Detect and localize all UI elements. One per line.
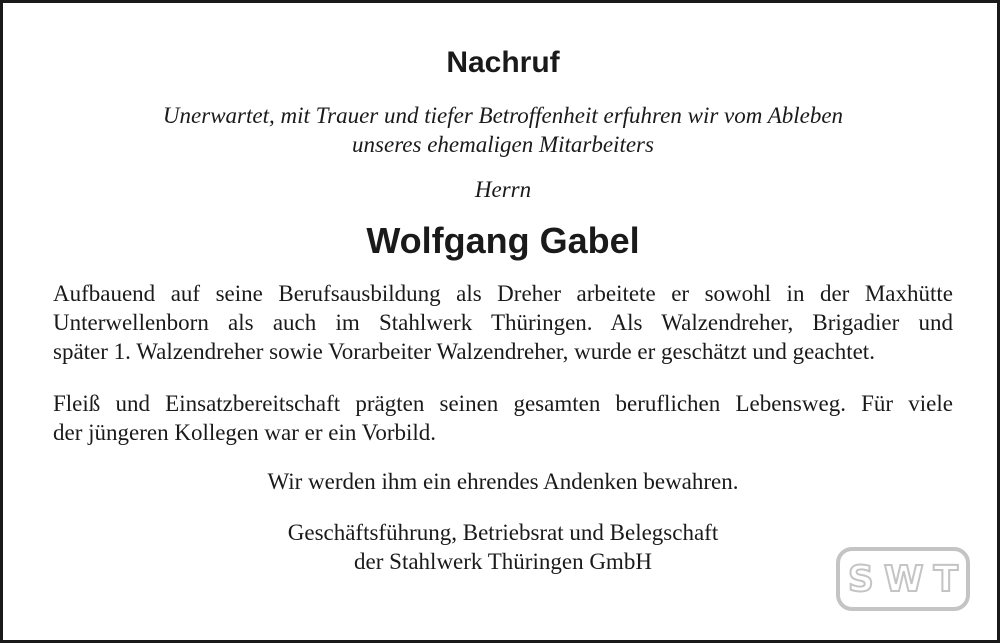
obituary-title: Nachruf xyxy=(446,46,560,79)
deceased-name: Wolfgang Gabel xyxy=(366,220,640,261)
tribute-paragraph xyxy=(53,389,953,447)
intro-text xyxy=(3,101,1000,159)
career-line-2: Unterwellenborn als auch im Stahlwerk Thüringen. Als Walzendreher, Brigadier und xyxy=(53,310,953,335)
signature-line-1: Geschäftsführung, Betriebsrat und Belegschaft xyxy=(287,520,719,545)
career-line-1: Aufbauend auf seine Berufsausbildung als Dreher arbeitete er sowohl in der Maxhütte xyxy=(53,281,953,306)
career-line-3: später 1. Walzendreher sowie Vorarbeiter Walzendreher, wurde er geschätzt und geachtet. xyxy=(53,339,875,364)
swt-logo: SWT xyxy=(836,547,970,611)
intro-line-1: Unerwartet, mit Trauer und tiefer Betroffenheit erfuhren wir vom Ableben xyxy=(162,103,844,128)
salutation: Herrn xyxy=(474,177,532,202)
tribute-line-1: Fleiß und Einsatzbereitschaft prägten seinen gesamten beruflichen Lebensweg. Für viele xyxy=(53,391,953,416)
intro-line-2: unseres ehemaligen Mitarbeiters xyxy=(352,132,654,157)
closing-line: Wir werden ihm ein ehrendes Andenken bewahren. xyxy=(267,469,739,494)
signature-line-2: der Stahlwerk Thüringen GmbH xyxy=(354,549,652,574)
tribute-line-2: der jüngeren Kollegen war er ein Vorbild. xyxy=(53,420,437,445)
career-paragraph xyxy=(53,279,953,366)
